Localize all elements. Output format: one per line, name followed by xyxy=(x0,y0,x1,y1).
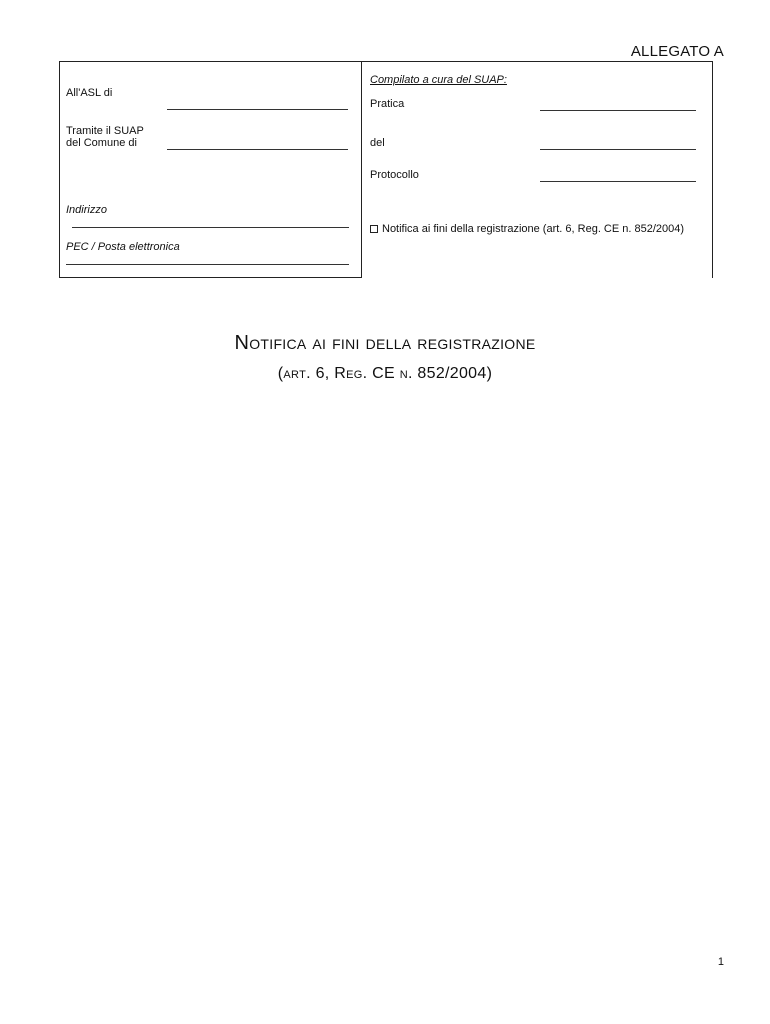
asl-field[interactable] xyxy=(167,109,348,110)
notifica-checkbox[interactable] xyxy=(370,225,378,233)
notifica-option-label: Notifica ai fini della registrazione (art. 6, Reg. CE n. 852/2004) xyxy=(382,223,685,235)
notifica-option[interactable] xyxy=(370,223,684,236)
protocollo-field[interactable] xyxy=(540,181,696,182)
page-number: 1 xyxy=(717,956,724,968)
document-subtitle: (art. 6, Reg. CE n. 852/2004) xyxy=(277,365,493,382)
pec-label: PEC / Posta elettronica xyxy=(66,241,180,253)
pratica-field[interactable] xyxy=(540,110,696,111)
suap-box-right-border xyxy=(712,61,713,278)
pec-field[interactable] xyxy=(66,264,349,265)
asl-label: All'ASL di xyxy=(66,87,113,99)
indirizzo-field[interactable] xyxy=(72,227,349,228)
suap-heading: Compilato a cura del SUAP: xyxy=(370,74,507,86)
del-label: del xyxy=(370,137,385,149)
suap-label-line1: Tramite il SUAP xyxy=(66,125,144,137)
document-title: Notifica ai fini della registrazione xyxy=(234,332,536,354)
pratica-label: Pratica xyxy=(370,98,405,110)
comune-field[interactable] xyxy=(167,149,348,150)
del-field[interactable] xyxy=(540,149,696,150)
indirizzo-label: Indirizzo xyxy=(66,204,107,216)
allegato-label: ALLEGATO A xyxy=(630,43,724,60)
protocollo-label: Protocollo xyxy=(370,169,419,181)
suap-box-top-border xyxy=(362,61,713,62)
suap-label-line2: del Comune di xyxy=(66,137,137,149)
